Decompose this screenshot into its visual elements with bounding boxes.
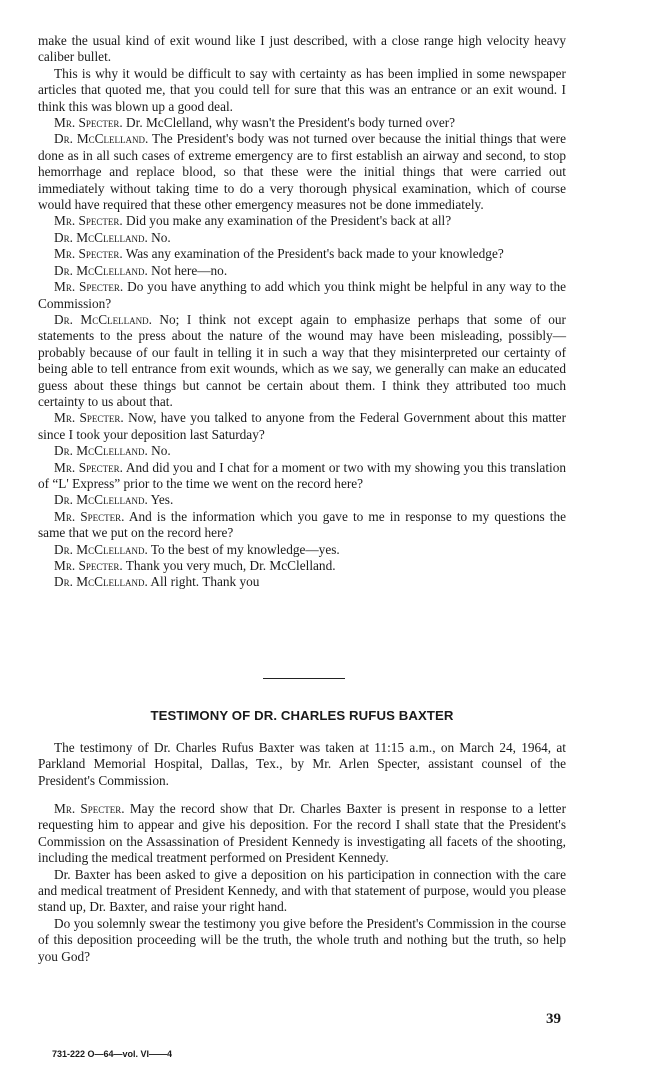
speaker-label: Mr. Specter. — [54, 213, 123, 229]
paragraph-text: No. — [147, 443, 171, 459]
paragraph-text: Dr. McClelland, why wasn't the President's body turned over? — [122, 115, 456, 131]
paragraph-text: Yes. — [147, 492, 174, 508]
testimony-bottom-text — [38, 801, 566, 965]
speaker-label: Dr. McClelland. — [54, 262, 148, 278]
speaker-label: Dr. McClelland. — [54, 574, 148, 590]
speaker-label: Mr. Specter. — [54, 459, 123, 475]
paragraph — [38, 916, 566, 965]
testimony-top-text — [38, 33, 566, 591]
paragraph-text: The President's body was not turned over because the initial things that were done as in all such cases of extreme emergency are to first establish an airway and second, to stop hemorrhage and replace blood, so that these were the initial things that were carried out immediately without taking time to do a very thorough physical examination, which of course would have required that these other emergency measures not be done immediately. — [38, 131, 566, 213]
paragraph — [38, 801, 566, 867]
paragraph — [38, 263, 566, 279]
speaker-label: Dr. McClelland. — [54, 229, 148, 245]
paragraph — [38, 213, 566, 229]
paragraph-text: No. — [147, 229, 171, 245]
paragraph-text: This is why it would be difficult to say with certainty as has been implied in some newspaper articles that quoted me, that you could tell for sure that this was an entrance or an exit wound. I think this was blown up a good deal. — [38, 65, 566, 114]
paragraph — [38, 66, 566, 115]
paragraph-text: make the usual kind of exit wound like I just described, with a close range high velocity heavy caliber bullet. — [38, 33, 566, 65]
section-divider — [263, 678, 345, 679]
paragraph-text: And did you and I chat for a moment or two with my showing you this translation of “L' Express” prior to the time we went on the record here? — [38, 459, 567, 491]
paragraph-text: Now, have you talked to anyone from the Federal Government about this matter since I took your deposition last Saturday? — [38, 410, 567, 442]
speaker-label: Dr. McClelland. — [54, 311, 152, 327]
paragraph-text: May the record show that Dr. Charles Baxter is present in response to a letter requesting him to appear and give his deposition. For the record I shall state that the President's Commission on the Assassination of President Kennedy is investigating all facets of the shooting, including the medical treatment performed on President Kennedy. — [38, 801, 567, 866]
paragraph — [38, 740, 566, 789]
paragraph-text: Was any examination of the President's back made to your knowledge? — [122, 246, 504, 262]
paragraph — [38, 246, 566, 262]
paragraph — [38, 574, 566, 590]
paragraph-text: Dr. Baxter has been asked to give a deposition on his participation in connection with the care and medical treatment of President Kennedy, and with that statement of purpose, would you please stand up, Dr. Baxter, and raise your right hand. — [38, 866, 566, 915]
paragraph — [38, 279, 566, 312]
paragraph — [38, 558, 566, 574]
speaker-label: Dr. McClelland. — [54, 131, 149, 147]
paragraph-text: All right. Thank you — [147, 574, 260, 590]
paragraph-text: And is the information which you gave to me in response to my questions the same that we put on the record here? — [38, 508, 566, 541]
speaker-label: Mr. Specter. — [54, 558, 123, 573]
speaker-label: Dr. McClelland. — [54, 492, 148, 508]
paragraph — [38, 230, 566, 246]
speaker-label: Mr. Specter. — [54, 115, 123, 131]
speaker-label: Mr. Specter. — [54, 279, 124, 295]
page-number: 39 — [546, 1011, 561, 1027]
paragraph — [38, 312, 566, 410]
paragraph — [38, 115, 566, 131]
paragraph — [38, 492, 566, 508]
speaker-label: Mr. Specter. — [54, 410, 124, 426]
paragraph — [38, 867, 566, 916]
paragraph — [38, 509, 566, 542]
paragraph-text: Do you have anything to add which you think might be helpful in any way to the Commission? — [38, 279, 566, 311]
paragraph — [38, 131, 566, 213]
paragraph — [38, 460, 566, 493]
paragraph — [38, 542, 566, 558]
paragraph-text: No; I think not except again to emphasize perhaps that some of our statements to the press about the nature of the wound may have been misleading, possibly—probably because of our fault in telling it in such a way that they misinterpreted our certainty of being able to tell entrance from exit wounds, which as we say, we generally can make an educated guess about these things but cannot be certain about them. I think they attributed too much certainty to us about that. — [38, 311, 566, 409]
paragraph-text: Thank you very much, Dr. McClelland. — [122, 558, 336, 573]
paragraph-text: Do you solemnly swear the testimony you give before the President's Commission in the course of this deposition proceeding will be the truth, the whole truth and nothing but the truth, so help you God? — [38, 915, 566, 964]
paragraph — [38, 410, 566, 443]
speaker-label: Dr. McClelland. — [54, 443, 148, 459]
section-title: TESTIMONY OF DR. CHARLES RUFUS BAXTER — [150, 708, 454, 723]
paragraph-text: Did you make any examination of the President's back at all? — [122, 213, 452, 229]
speaker-label: Dr. McClelland. — [54, 541, 148, 557]
paragraph-text: Not here—no. — [147, 262, 228, 278]
paragraph-text: To the best of my knowledge—yes. — [147, 541, 340, 557]
speaker-label: Mr. Specter. — [54, 508, 125, 524]
print-code-footer: 731-222 O—64—vol. VI——4 — [52, 1049, 173, 1059]
paragraph-text: The testimony of Dr. Charles Rufus Baxter was taken at 11:15 a.m., on March 24, 1964, at Parkland Memorial Hospital, Dallas, Tex., by Mr. Arlen Specter, assistant counsel of the President's Commission. — [38, 740, 566, 788]
testimony-intro-text — [38, 740, 566, 789]
paragraph — [38, 443, 566, 459]
paragraph — [38, 33, 566, 66]
speaker-label: Mr. Specter. — [54, 246, 123, 262]
speaker-label: Mr. Specter. — [54, 801, 125, 816]
